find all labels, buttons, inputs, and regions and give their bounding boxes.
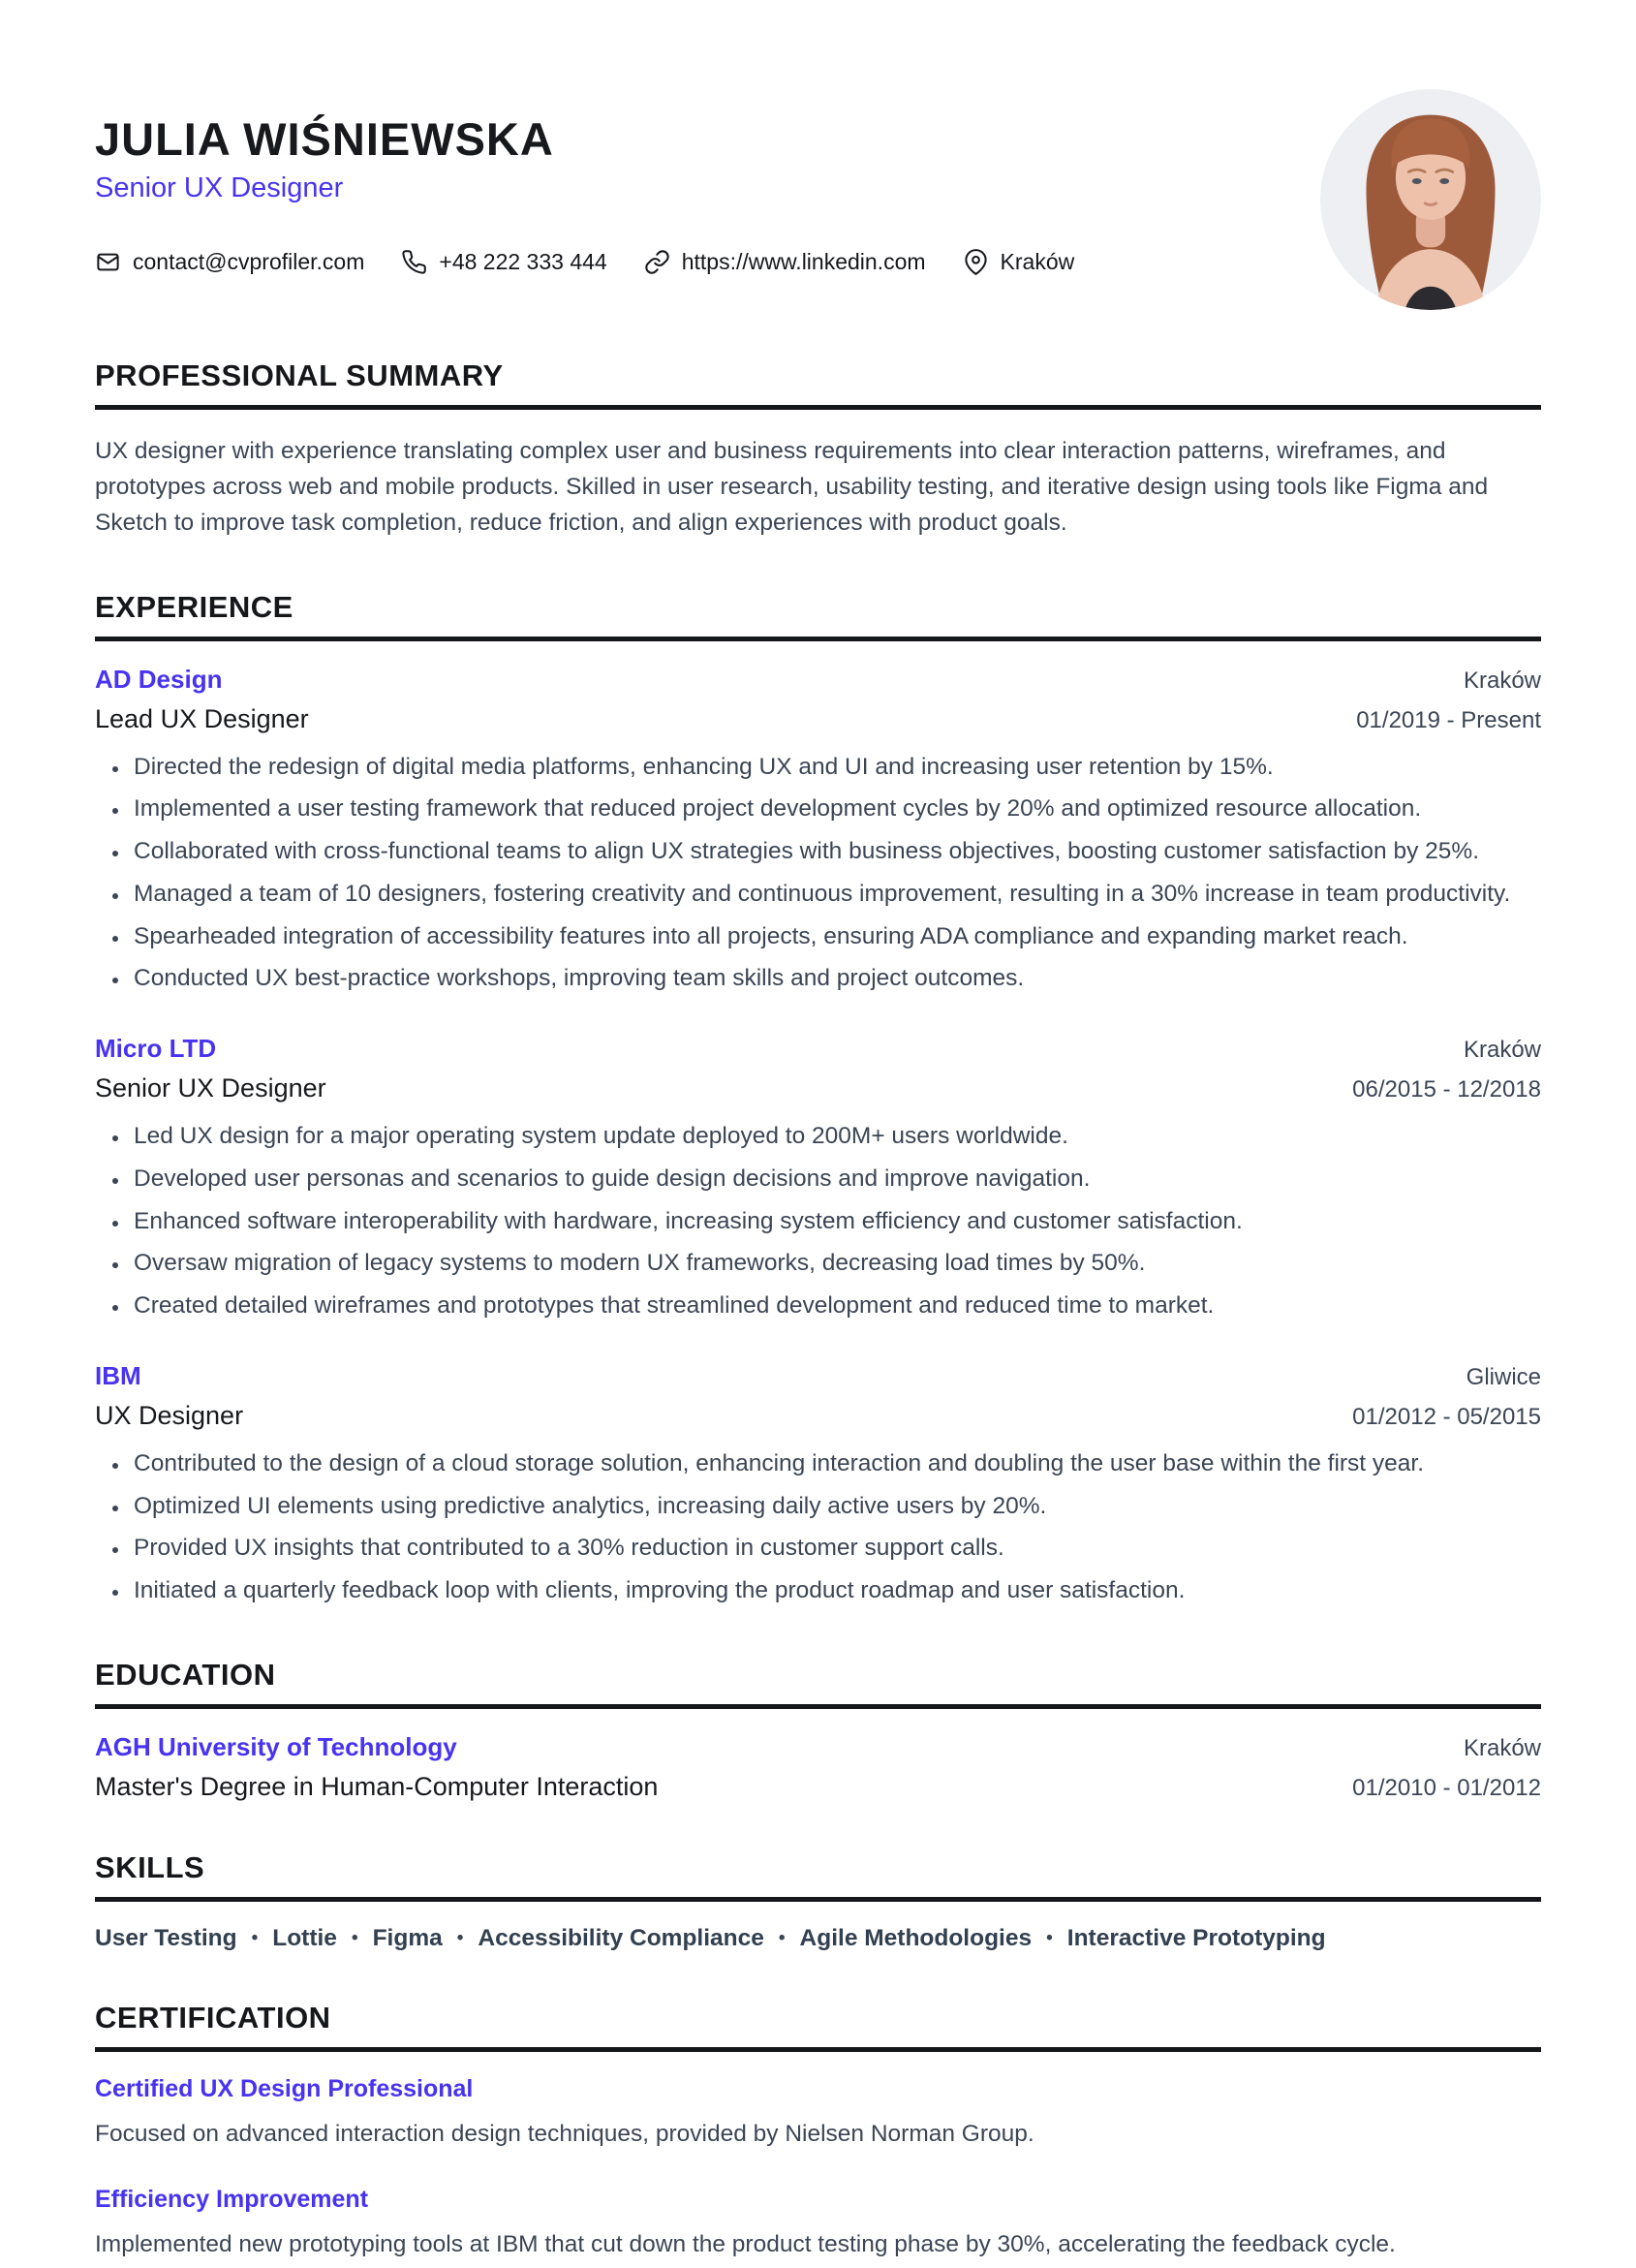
skills-heading: SKILLS bbox=[95, 1850, 1541, 1902]
certification-entry bbox=[95, 2186, 1541, 2263]
education-degree: Master's Degree in Human-Computer Interaction bbox=[95, 1771, 659, 1801]
contact-website[interactable] bbox=[644, 249, 926, 275]
person-name: JULIA WIŚNIEWSKA bbox=[95, 113, 554, 165]
skill-item: Interactive Prototyping bbox=[1066, 1924, 1326, 1951]
location-icon bbox=[963, 249, 989, 275]
header-identity bbox=[95, 89, 1074, 275]
bullet-item: • Enhanced software interoperability with hardware, increasing system efficiency and customer satisfaction. bbox=[130, 1204, 1541, 1240]
skill-separator: • bbox=[456, 1927, 464, 1948]
person-title: Senior UX Designer bbox=[95, 171, 344, 203]
job-role: Senior UX Designer bbox=[95, 1073, 326, 1103]
skill-item: Agile Methodologies bbox=[799, 1924, 1033, 1951]
job-dates: 01/2012 - 05/2015 bbox=[1352, 1403, 1541, 1430]
bullet-item: • Optimized UI elements using predictive analytics, increasing daily active users by 20%. bbox=[130, 1489, 1541, 1525]
bullet-item: • Provided UX insights that contributed to a 30% reduction in customer support calls. bbox=[130, 1531, 1541, 1567]
job-company: Micro LTD bbox=[95, 1034, 217, 1064]
skill-item: Lottie bbox=[272, 1924, 337, 1951]
email-icon bbox=[95, 249, 121, 275]
job-entry-ad-design bbox=[95, 665, 1541, 998]
certification-entry bbox=[95, 2075, 1541, 2153]
bullet-item: • Developed user personas and scenarios to guide design decisions and improve navigation. bbox=[130, 1162, 1541, 1197]
education-school: AGH University of Technology bbox=[95, 1731, 457, 1761]
contact-email-text: contact@cvprofiler.com bbox=[133, 248, 365, 274]
job-location: Gliwice bbox=[1466, 1363, 1541, 1390]
section-certification bbox=[95, 2001, 1541, 2263]
bullet-item: • Directed the redesign of digital media platforms, enhancing UX and UI and increasing user retention by 15%. bbox=[130, 750, 1541, 786]
job-subheader-row bbox=[95, 704, 1541, 734]
bullet-item: • Spearheaded integration of accessibility features into all projects, ensuring ADA compliance and expanding market reach. bbox=[130, 919, 1541, 955]
job-dates: 06/2015 - 12/2018 bbox=[1352, 1076, 1541, 1103]
skills-list bbox=[95, 1925, 1541, 1952]
certification-title: Certified UX Design Professional bbox=[95, 2074, 474, 2102]
contact-phone-text: +48 222 333 444 bbox=[439, 248, 607, 274]
section-skills bbox=[95, 1850, 1541, 1952]
summary-heading: PROFESSIONAL SUMMARY bbox=[95, 358, 1541, 410]
contact-email[interactable] bbox=[95, 249, 364, 275]
skill-item: Figma bbox=[372, 1924, 443, 1951]
bullet-item: • Created detailed wireframes and prototypes that streamlined development and reduced time to market. bbox=[130, 1289, 1541, 1324]
education-heading: EDUCATION bbox=[95, 1658, 1541, 1709]
job-header-row bbox=[95, 1361, 1541, 1391]
education-dates: 01/2010 - 01/2012 bbox=[1352, 1774, 1541, 1801]
job-role: Lead UX Designer bbox=[95, 703, 309, 733]
job-header-row bbox=[95, 1034, 1541, 1064]
skill-item: Accessibility Compliance bbox=[478, 1924, 764, 1951]
job-header-row bbox=[95, 665, 1541, 695]
job-subheader-row bbox=[95, 1073, 1541, 1103]
bullet-item: • Conducted UX best-practice workshops, improving team skills and project outcomes. bbox=[130, 961, 1541, 997]
skill-separator: • bbox=[251, 1927, 259, 1948]
contact-website-text: https://www.linkedin.com bbox=[681, 248, 926, 274]
section-experience bbox=[95, 590, 1541, 1609]
job-entry-ibm bbox=[95, 1361, 1541, 1609]
skill-separator: • bbox=[351, 1927, 358, 1948]
phone-icon bbox=[401, 249, 427, 275]
skill-item: User Testing bbox=[95, 1924, 237, 1951]
certification-description: Implemented new prototyping tools at IBM that cut down the product testing phase by 30%, accelerating the feedback cycle. bbox=[95, 2230, 1396, 2257]
bullet-item: • Managed a team of 10 designers, fostering creativity and continuous improvement, resulting in a 30% increase in team productivity. bbox=[130, 877, 1541, 913]
job-subheader-row bbox=[95, 1401, 1541, 1431]
summary-text: UX designer with experience translating complex user and business requirements into clear interaction patterns, wireframes, and prototypes across web and mobile products. Skilled in user research, usability testing, and iterative design using tools like Figma and Sketch to improve task completion, reduce friction, and align experiences with product goals. bbox=[95, 438, 1489, 537]
bullet-item: • Collaborated with cross-functional teams to align UX strategies with business objectives, boosting customer satisfaction by 25%. bbox=[130, 834, 1541, 870]
certification-heading: CERTIFICATION bbox=[95, 2001, 1541, 2052]
job-bullet-list bbox=[95, 1446, 1541, 1609]
job-bullet-list bbox=[95, 750, 1541, 998]
job-location: Kraków bbox=[1463, 667, 1541, 694]
resume-header bbox=[95, 89, 1541, 310]
job-role: UX Designer bbox=[95, 1400, 244, 1430]
education-header-row bbox=[95, 1732, 1541, 1762]
skill-separator: • bbox=[778, 1927, 786, 1948]
job-entry-micro-ltd bbox=[95, 1034, 1541, 1324]
bullet-item: • Oversaw migration of legacy systems to modern UX frameworks, decreasing load times by 50%. bbox=[130, 1246, 1541, 1282]
job-company: AD Design bbox=[95, 664, 223, 694]
contact-row bbox=[95, 249, 1074, 275]
contact-location bbox=[963, 249, 1075, 275]
job-location: Kraków bbox=[1463, 1037, 1541, 1064]
job-company: IBM bbox=[95, 1360, 141, 1390]
contact-location-text: Kraków bbox=[1000, 248, 1075, 274]
education-location: Kraków bbox=[1463, 1734, 1541, 1761]
certification-description: Focused on advanced interaction design techniques, provided by Nielsen Norman Group. bbox=[95, 2120, 1034, 2147]
job-dates: 01/2019 - Present bbox=[1356, 706, 1541, 733]
experience-heading: EXPERIENCE bbox=[95, 590, 1541, 641]
skill-separator: • bbox=[1046, 1927, 1053, 1948]
bullet-item: • Contributed to the design of a cloud storage solution, enhancing interaction and doubling the user base within the first year. bbox=[130, 1446, 1541, 1482]
bullet-item: • Initiated a quarterly feedback loop with clients, improving the product roadmap and user satisfaction. bbox=[130, 1573, 1541, 1609]
contact-phone[interactable] bbox=[401, 249, 606, 275]
job-bullet-list bbox=[95, 1119, 1541, 1324]
link-icon bbox=[644, 249, 670, 275]
profile-photo bbox=[1320, 89, 1541, 310]
education-entry bbox=[95, 1732, 1541, 1802]
certification-title: Efficiency Improvement bbox=[95, 2185, 369, 2213]
profile-photo-illustration bbox=[1320, 89, 1541, 310]
education-subheader-row bbox=[95, 1772, 1541, 1802]
section-summary bbox=[95, 358, 1541, 542]
bullet-item: • Led UX design for a major operating system update deployed to 200M+ users worldwide. bbox=[130, 1119, 1541, 1155]
bullet-item: • Implemented a user testing framework that reduced project development cycles by 20% and optimized resource allocation. bbox=[130, 792, 1541, 827]
section-education bbox=[95, 1658, 1541, 1802]
